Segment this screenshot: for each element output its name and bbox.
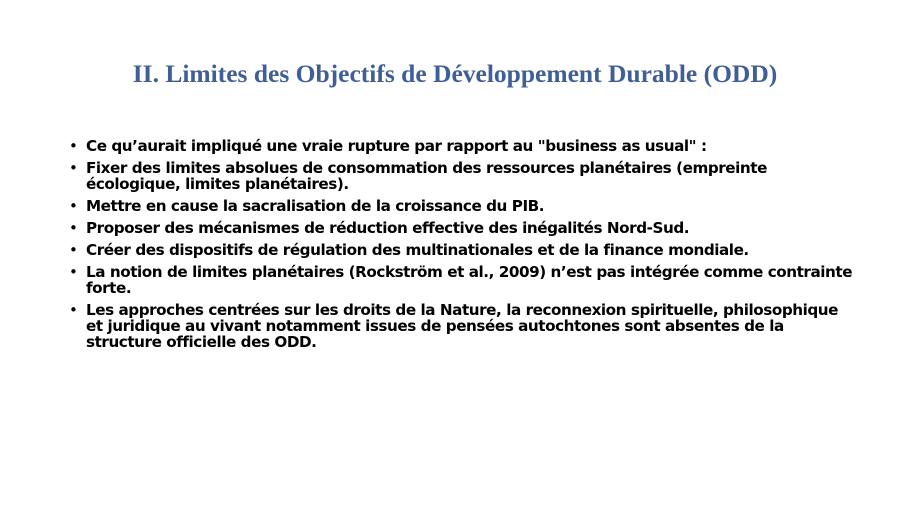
bullet-item-7 xyxy=(66,302,856,350)
bullet-dot-icon: • xyxy=(69,159,78,177)
bullet-item-4 xyxy=(66,220,856,236)
bullet-dot-icon: • xyxy=(69,301,78,319)
bullet-item-1 xyxy=(66,138,856,154)
slide-title: II. Limites des Objectifs de Développement Durable (ODD) xyxy=(132,59,778,88)
bullet-text: Fixer des limites absolues de consommation des ressources planétaires (empreinte écologique, limites planétaires). xyxy=(86,159,767,193)
bullet-text: La notion de limites planétaires (Rockström et al., 2009) n’est pas intégrée comme contrainte forte. xyxy=(86,263,853,297)
bullet-text: Créer des dispositifs de régulation des multinationales et de la finance mondiale. xyxy=(86,241,749,259)
bullet-item-6 xyxy=(66,264,856,296)
bullet-item-2 xyxy=(66,160,856,192)
bullet-text: Ce qu’aurait impliqué une vraie rupture par rapport au "business as usual" : xyxy=(86,137,707,155)
bullet-dot-icon: • xyxy=(69,219,78,237)
bullet-item-3 xyxy=(66,198,856,214)
bullet-text: Proposer des mécanismes de réduction effective des inégalités Nord-Sud. xyxy=(86,219,690,237)
bullet-item-5 xyxy=(66,242,856,258)
bullet-text: Mettre en cause la sacralisation de la croissance du PIB. xyxy=(86,197,545,215)
bullet-dot-icon: • xyxy=(69,241,78,259)
bullet-dot-icon: • xyxy=(69,263,78,281)
bullet-dot-icon: • xyxy=(69,137,78,155)
bullet-list xyxy=(66,138,856,356)
bullet-text: Les approches centrées sur les droits de la Nature, la reconnexion spirituelle, philosophique et juridique au vivant notamment issues de pensées autochtones sont absentes de la structure officielle des ODD. xyxy=(86,301,839,351)
bullet-dot-icon: • xyxy=(69,197,78,215)
